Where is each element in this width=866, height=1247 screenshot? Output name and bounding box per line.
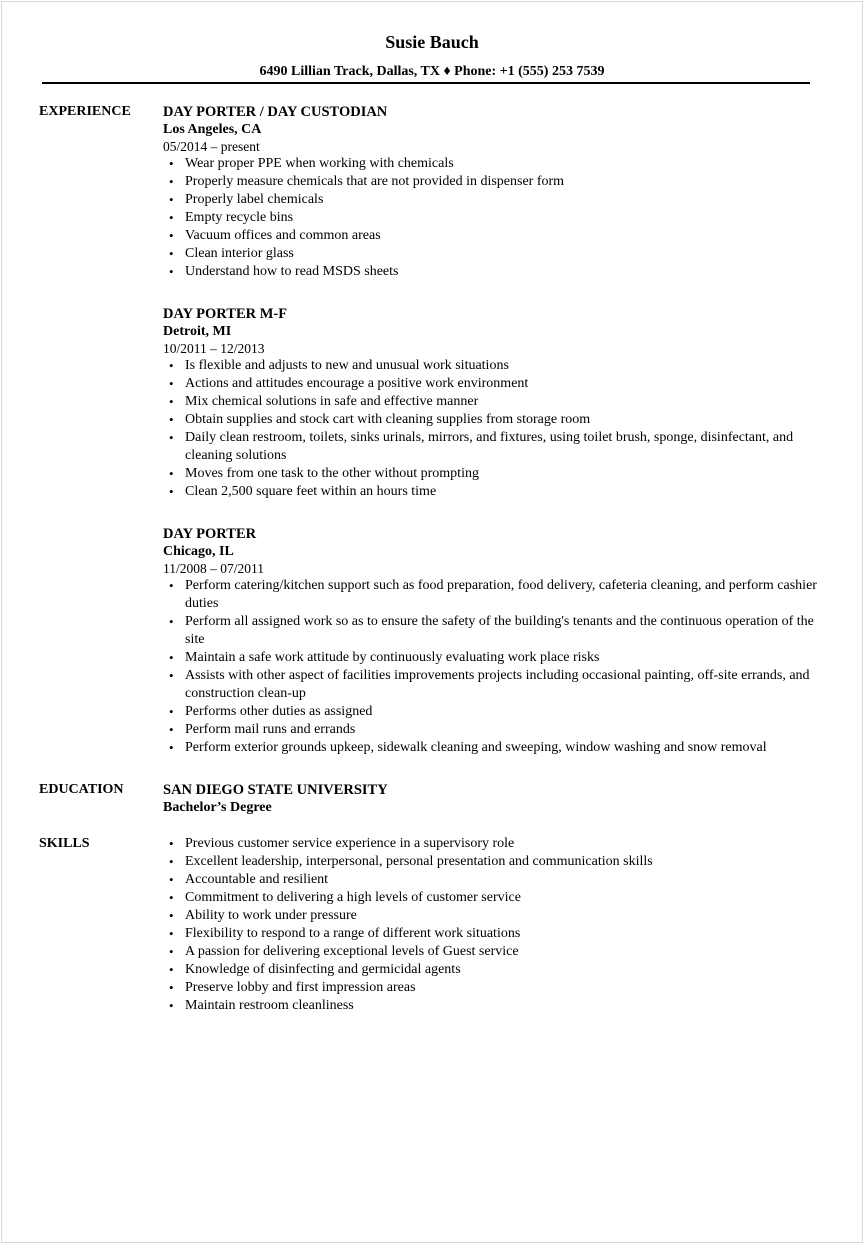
job-duty-item: • Clean 2,500 square feet within an hours time (163, 483, 829, 501)
skill-item: • Maintain restroom cleanliness (163, 997, 829, 1015)
job-duty-item: • Is flexible and adjusts to new and unusual work situations (163, 357, 829, 375)
job-duty-item: • Mix chemical solutions in safe and effective manner (163, 393, 829, 411)
education-section (39, 781, 829, 817)
job-duties-list (163, 155, 829, 281)
skills-heading: SKILLS (39, 836, 90, 851)
job-duty-item: • Vacuum offices and common areas (163, 227, 829, 245)
experience-section (39, 103, 829, 757)
job-dates: 05/2014 – present (163, 139, 260, 154)
skills-body (163, 835, 829, 1015)
job-duties-list (163, 357, 829, 501)
job-duty-item: • Perform mail runs and errands (163, 721, 829, 739)
job-entry (163, 525, 829, 757)
job-duty-item: • Properly measure chemicals that are not provided in dispenser form (163, 173, 829, 191)
job-location: Los Angeles, CA (163, 122, 262, 137)
job-duty-item: • Performs other duties as assigned (163, 703, 829, 721)
job-duty-item: • Daily clean restroom, toilets, sinks urinals, mirrors, and fixtures, using toilet brush, sponge, disinfectant, and cleaning solutions (163, 429, 829, 465)
job-duty-item: • Clean interior glass (163, 245, 829, 263)
job-duty-item: • Understand how to read MSDS sheets (163, 263, 829, 281)
header-divider (42, 82, 810, 84)
skill-item: • Preserve lobby and first impression areas (163, 979, 829, 997)
job-entry (163, 103, 829, 281)
job-duty-item: • Actions and attitudes encourage a positive work environment (163, 375, 829, 393)
skill-item: • Accountable and resilient (163, 871, 829, 889)
job-duty-item: • Properly label chemicals (163, 191, 829, 209)
skill-item: • Previous customer service experience in a supervisory role (163, 835, 829, 853)
skill-item: • Commitment to delivering a high levels of customer service (163, 889, 829, 907)
job-duty-item: • Empty recycle bins (163, 209, 829, 227)
skill-item: • A passion for delivering exceptional levels of Guest service (163, 943, 829, 961)
contact-line: 6490 Lillian Track, Dallas, TX ♦ Phone: +1 (555) 253 7539 (259, 64, 605, 79)
job-duty-item: • Moves from one task to the other without prompting (163, 465, 829, 483)
skills-list (163, 835, 829, 1015)
skill-item: • Flexibility to respond to a range of different work situations (163, 925, 829, 943)
degree: Bachelor’s Degree (163, 800, 272, 815)
job-duty-item: • Wear proper PPE when working with chemicals (163, 155, 829, 173)
resume-page (1, 1, 863, 1243)
job-duty-item: • Perform catering/kitchen support such as food preparation, food delivery, cafeteria cleaning, and perform cashier duties (163, 577, 829, 613)
job-duty-item: • Maintain a safe work attitude by continuously evaluating work place risks (163, 649, 829, 667)
skills-section (39, 835, 829, 1015)
job-title: DAY PORTER M-F (163, 306, 288, 322)
skill-item: • Ability to work under pressure (163, 907, 829, 925)
job-dates: 11/2008 – 07/2011 (163, 561, 264, 576)
job-title: DAY PORTER (163, 526, 257, 542)
job-location: Detroit, MI (163, 324, 232, 339)
experience-heading: EXPERIENCE (39, 104, 131, 119)
job-entry (163, 305, 829, 501)
job-duty-item: • Obtain supplies and stock cart with cleaning supplies from storage room (163, 411, 829, 429)
school-name: SAN DIEGO STATE UNIVERSITY (163, 782, 388, 798)
job-location: Chicago, IL (163, 544, 234, 559)
job-duty-item: • Assists with other aspect of facilities improvements projects including occasional painting, off-site errands, and construction clean-up (163, 667, 829, 703)
skill-item: • Excellent leadership, interpersonal, personal presentation and communication skills (163, 853, 829, 871)
job-duty-item: • Perform exterior grounds upkeep, sidewalk cleaning and sweeping, window washing and snow removal (163, 739, 829, 757)
job-duties-list (163, 577, 829, 757)
job-dates: 10/2011 – 12/2013 (163, 341, 265, 356)
resume-content (39, 103, 829, 1015)
skill-item: • Knowledge of disinfecting and germicidal agents (163, 961, 829, 979)
education-body (163, 781, 829, 817)
job-title: DAY PORTER / DAY CUSTODIAN (163, 104, 388, 120)
job-duty-item: • Perform all assigned work so as to ensure the safety of the building's tenants and the continuous operation of the site (163, 613, 829, 649)
candidate-name: Susie Bauch (385, 32, 479, 52)
education-heading: EDUCATION (39, 782, 124, 797)
experience-body (163, 103, 829, 757)
